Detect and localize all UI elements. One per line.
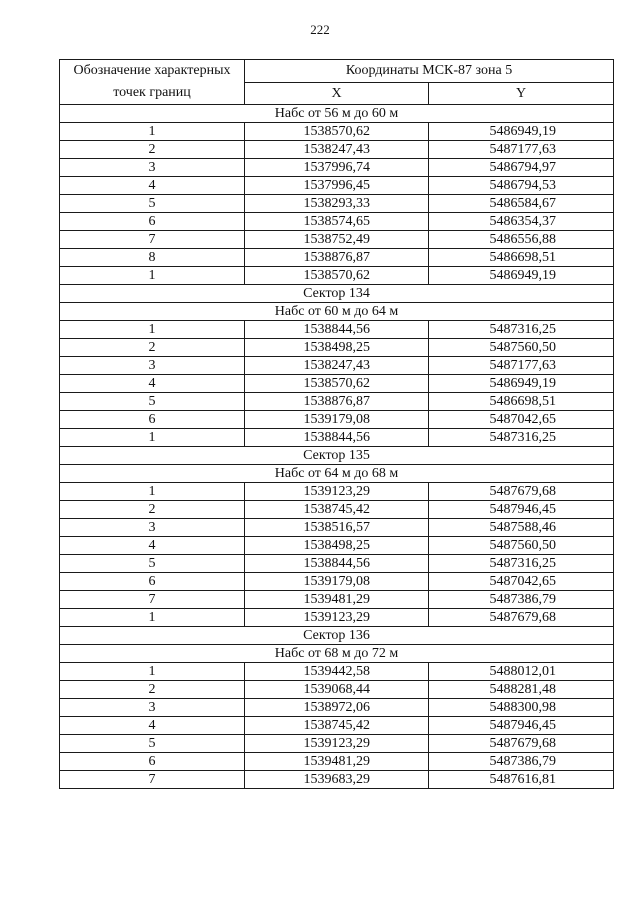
- table-row: [60, 267, 614, 285]
- x-coordinate-cell: 1539442,58: [245, 663, 429, 681]
- point-number-cell: 1: [60, 321, 245, 339]
- point-number-cell: 3: [60, 357, 245, 375]
- point-number-cell: 3: [60, 699, 245, 717]
- y-coordinate-cell: 5487560,50: [429, 537, 614, 555]
- x-coordinate-cell: 1538752,49: [245, 231, 429, 249]
- table-row: [60, 771, 614, 789]
- y-coordinate-cell: 5487946,45: [429, 501, 614, 519]
- points-column-header: [60, 60, 245, 105]
- section-row: [60, 645, 614, 663]
- section-title: Набс от 64 м до 68 м: [60, 465, 614, 483]
- table-row: [60, 321, 614, 339]
- table-row: [60, 663, 614, 681]
- y-coordinate-cell: 5486949,19: [429, 375, 614, 393]
- y-coordinate-cell: 5487679,68: [429, 735, 614, 753]
- y-coordinate-cell: 5486949,19: [429, 267, 614, 285]
- table-row: [60, 681, 614, 699]
- point-number-cell: 6: [60, 213, 245, 231]
- y-coordinate-cell: 5487679,68: [429, 483, 614, 501]
- y-column-header: Y: [429, 82, 614, 105]
- x-coordinate-cell: 1539179,08: [245, 573, 429, 591]
- x-coordinate-cell: 1538876,87: [245, 249, 429, 267]
- y-coordinate-cell: 5487177,63: [429, 141, 614, 159]
- section-title: Набс от 56 м до 60 м: [60, 105, 614, 123]
- table-header: [60, 60, 614, 105]
- section-title: Сектор 134: [60, 285, 614, 303]
- table-row: [60, 699, 614, 717]
- y-coordinate-cell: 5487560,50: [429, 339, 614, 357]
- x-coordinate-cell: 1538972,06: [245, 699, 429, 717]
- point-number-cell: 1: [60, 267, 245, 285]
- y-coordinate-cell: 5487316,25: [429, 555, 614, 573]
- points-header-line2: точек границ: [113, 85, 191, 100]
- table-row: [60, 555, 614, 573]
- y-coordinate-cell: 5487177,63: [429, 357, 614, 375]
- section-title: Набс от 68 м до 72 м: [60, 645, 614, 663]
- table-row: [60, 249, 614, 267]
- y-coordinate-cell: 5487042,65: [429, 411, 614, 429]
- section-row: [60, 303, 614, 321]
- point-number-cell: 6: [60, 753, 245, 771]
- section-title: Сектор 136: [60, 627, 614, 645]
- x-coordinate-cell: 1539683,29: [245, 771, 429, 789]
- table-row: [60, 753, 614, 771]
- table-row: [60, 429, 614, 447]
- point-number-cell: 2: [60, 141, 245, 159]
- x-coordinate-cell: 1539123,29: [245, 735, 429, 753]
- x-coordinate-cell: 1538516,57: [245, 519, 429, 537]
- point-number-cell: 4: [60, 375, 245, 393]
- points-header-line1: Обозначение характерных: [73, 63, 231, 78]
- y-coordinate-cell: 5487042,65: [429, 573, 614, 591]
- table-row: [60, 177, 614, 195]
- y-coordinate-cell: 5488012,01: [429, 663, 614, 681]
- y-coordinate-cell: 5487386,79: [429, 591, 614, 609]
- x-coordinate-cell: 1539179,08: [245, 411, 429, 429]
- table-row: [60, 501, 614, 519]
- x-coordinate-cell: 1538570,62: [245, 375, 429, 393]
- x-coordinate-cell: 1537996,74: [245, 159, 429, 177]
- table-row: [60, 123, 614, 141]
- y-coordinate-cell: 5486794,53: [429, 177, 614, 195]
- point-number-cell: 5: [60, 555, 245, 573]
- table-row: [60, 195, 614, 213]
- point-number-cell: 5: [60, 735, 245, 753]
- y-coordinate-cell: 5486556,88: [429, 231, 614, 249]
- table-row: [60, 483, 614, 501]
- section-row: [60, 285, 614, 303]
- table-row: [60, 159, 614, 177]
- table-row: [60, 537, 614, 555]
- point-number-cell: 6: [60, 411, 245, 429]
- point-number-cell: 1: [60, 609, 245, 627]
- section-row: [60, 447, 614, 465]
- table-row: [60, 213, 614, 231]
- table-row: [60, 609, 614, 627]
- point-number-cell: 7: [60, 771, 245, 789]
- section-row: [60, 105, 614, 123]
- coords-column-header: Координаты МСК-87 зона 5: [245, 60, 614, 83]
- table-row: [60, 141, 614, 159]
- x-coordinate-cell: 1538574,65: [245, 213, 429, 231]
- table-row: [60, 375, 614, 393]
- y-coordinate-cell: 5487616,81: [429, 771, 614, 789]
- x-column-header: X: [245, 82, 429, 105]
- table-row: [60, 411, 614, 429]
- point-number-cell: 6: [60, 573, 245, 591]
- x-coordinate-cell: 1538844,56: [245, 429, 429, 447]
- table-row: [60, 717, 614, 735]
- table-row: [60, 231, 614, 249]
- point-number-cell: 4: [60, 717, 245, 735]
- point-number-cell: 1: [60, 123, 245, 141]
- x-coordinate-cell: 1538293,33: [245, 195, 429, 213]
- point-number-cell: 8: [60, 249, 245, 267]
- table-body: [60, 105, 614, 789]
- section-row: [60, 465, 614, 483]
- x-coordinate-cell: 1538745,42: [245, 717, 429, 735]
- point-number-cell: 4: [60, 177, 245, 195]
- x-coordinate-cell: 1538570,62: [245, 267, 429, 285]
- x-coordinate-cell: 1539068,44: [245, 681, 429, 699]
- y-coordinate-cell: 5486354,37: [429, 213, 614, 231]
- table-row: [60, 519, 614, 537]
- x-coordinate-cell: 1539481,29: [245, 591, 429, 609]
- coordinates-table: [59, 59, 614, 789]
- x-coordinate-cell: 1538498,25: [245, 339, 429, 357]
- y-coordinate-cell: 5488300,98: [429, 699, 614, 717]
- x-coordinate-cell: 1538570,62: [245, 123, 429, 141]
- x-coordinate-cell: 1538844,56: [245, 321, 429, 339]
- table-row: [60, 357, 614, 375]
- point-number-cell: 2: [60, 681, 245, 699]
- y-coordinate-cell: 5487946,45: [429, 717, 614, 735]
- x-coordinate-cell: 1537996,45: [245, 177, 429, 195]
- table-row: [60, 339, 614, 357]
- x-coordinate-cell: 1538844,56: [245, 555, 429, 573]
- point-number-cell: 5: [60, 393, 245, 411]
- y-coordinate-cell: 5486698,51: [429, 249, 614, 267]
- y-coordinate-cell: 5486584,67: [429, 195, 614, 213]
- y-coordinate-cell: 5487386,79: [429, 753, 614, 771]
- y-coordinate-cell: 5488281,48: [429, 681, 614, 699]
- y-coordinate-cell: 5486794,97: [429, 159, 614, 177]
- table-row: [60, 393, 614, 411]
- table-row: [60, 573, 614, 591]
- page-number: 222: [310, 22, 330, 37]
- table-row: [60, 591, 614, 609]
- point-number-cell: 7: [60, 591, 245, 609]
- section-title: Набс от 60 м до 64 м: [60, 303, 614, 321]
- section-row: [60, 627, 614, 645]
- x-coordinate-cell: 1539123,29: [245, 609, 429, 627]
- point-number-cell: 7: [60, 231, 245, 249]
- section-title: Сектор 135: [60, 447, 614, 465]
- x-coordinate-cell: 1539123,29: [245, 483, 429, 501]
- y-coordinate-cell: 5487679,68: [429, 609, 614, 627]
- x-coordinate-cell: 1538498,25: [245, 537, 429, 555]
- y-coordinate-cell: 5487588,46: [429, 519, 614, 537]
- x-coordinate-cell: 1538745,42: [245, 501, 429, 519]
- point-number-cell: 4: [60, 537, 245, 555]
- point-number-cell: 1: [60, 429, 245, 447]
- y-coordinate-cell: 5486698,51: [429, 393, 614, 411]
- x-coordinate-cell: 1539481,29: [245, 753, 429, 771]
- x-coordinate-cell: 1538876,87: [245, 393, 429, 411]
- point-number-cell: 3: [60, 519, 245, 537]
- y-coordinate-cell: 5486949,19: [429, 123, 614, 141]
- point-number-cell: 1: [60, 483, 245, 501]
- point-number-cell: 2: [60, 501, 245, 519]
- y-coordinate-cell: 5487316,25: [429, 321, 614, 339]
- y-coordinate-cell: 5487316,25: [429, 429, 614, 447]
- x-coordinate-cell: 1538247,43: [245, 357, 429, 375]
- point-number-cell: 5: [60, 195, 245, 213]
- point-number-cell: 3: [60, 159, 245, 177]
- x-coordinate-cell: 1538247,43: [245, 141, 429, 159]
- table-row: [60, 735, 614, 753]
- point-number-cell: 2: [60, 339, 245, 357]
- point-number-cell: 1: [60, 663, 245, 681]
